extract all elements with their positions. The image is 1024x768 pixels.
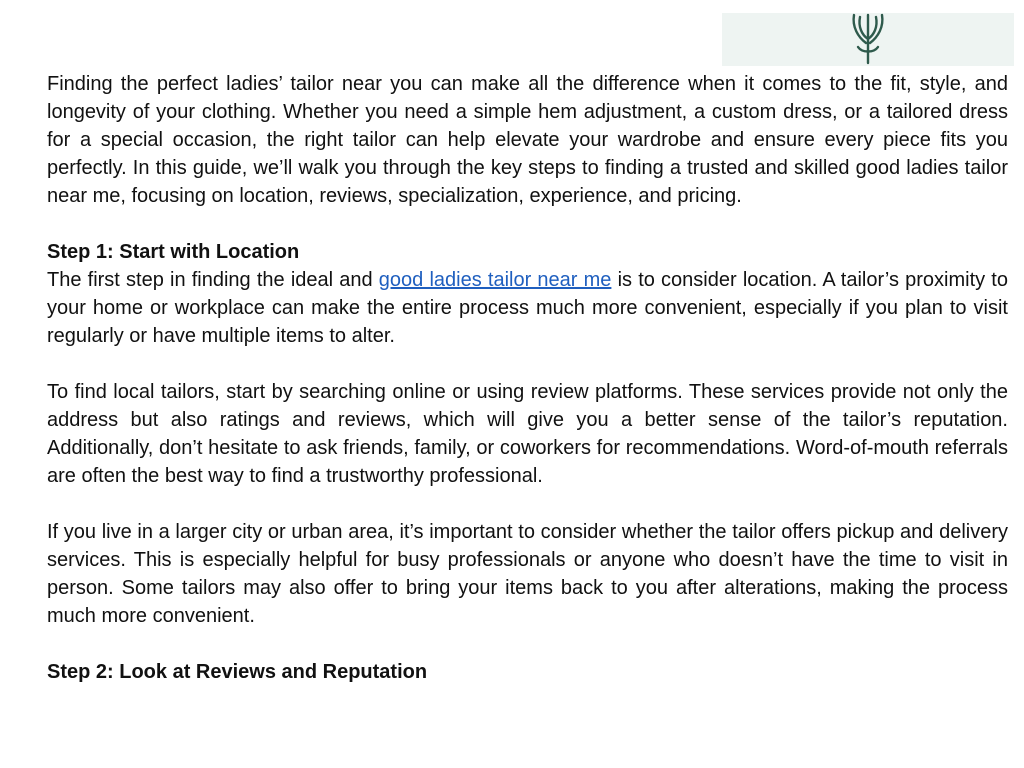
article-body <box>47 70 1008 686</box>
step-1-paragraph-2: To find local tailors, start by searching online or using review platforms. These services provide not only the address but also ratings and reviews, which will give you a better sense of the tailor’s reputation. Additionally, don’t hesitate to ask friends, family, or coworkers for recommendations. Word-of-mouth referrals are often the best way to find a trustworthy professional. <box>47 381 1008 487</box>
step-2-heading: Step 2: Look at Reviews and Reputation <box>47 661 428 683</box>
step-1-paragraph-1 <box>47 266 1008 350</box>
intro-paragraph: Finding the perfect ladies’ tailor near you can make all the difference when it comes to the fit, style, and longevity of your clothing. Whether you need a simple hem adjustment, a custom dress, or a tailored dress for a special occasion, the right tailor can help elevate your wardrobe and ensure every piece fits you perfectly. In this guide, we’ll walk you through the key steps to finding a trusted and skilled good ladies tailor near me, focusing on location, reviews, specialization, experience, and pricing. <box>47 73 1008 207</box>
step-1-paragraph-3: If you live in a larger city or urban area, it’s important to consider whether the tailor offers pickup and delivery services. This is especially helpful for busy professionals or anyone who doesn’t have the time to visit in person. Some tailors may also offer to bring your items back to you after alterations, making the process much more convenient. <box>47 521 1008 627</box>
step-1-heading: Step 1: Start with Location <box>47 241 300 263</box>
good-ladies-tailor-link[interactable]: good ladies tailor near me <box>378 269 612 291</box>
trident-logo-icon <box>832 13 904 66</box>
logo-banner <box>722 13 1014 66</box>
step-1-text-after-link: is to consider location. A tailor’s proximity to your home or workplace can make the entire process much more convenient, especially if you plan to visit regularly or have multiple items to alter. <box>47 269 1008 347</box>
step-1-text-before-link: The first step in finding the ideal and <box>47 269 379 291</box>
